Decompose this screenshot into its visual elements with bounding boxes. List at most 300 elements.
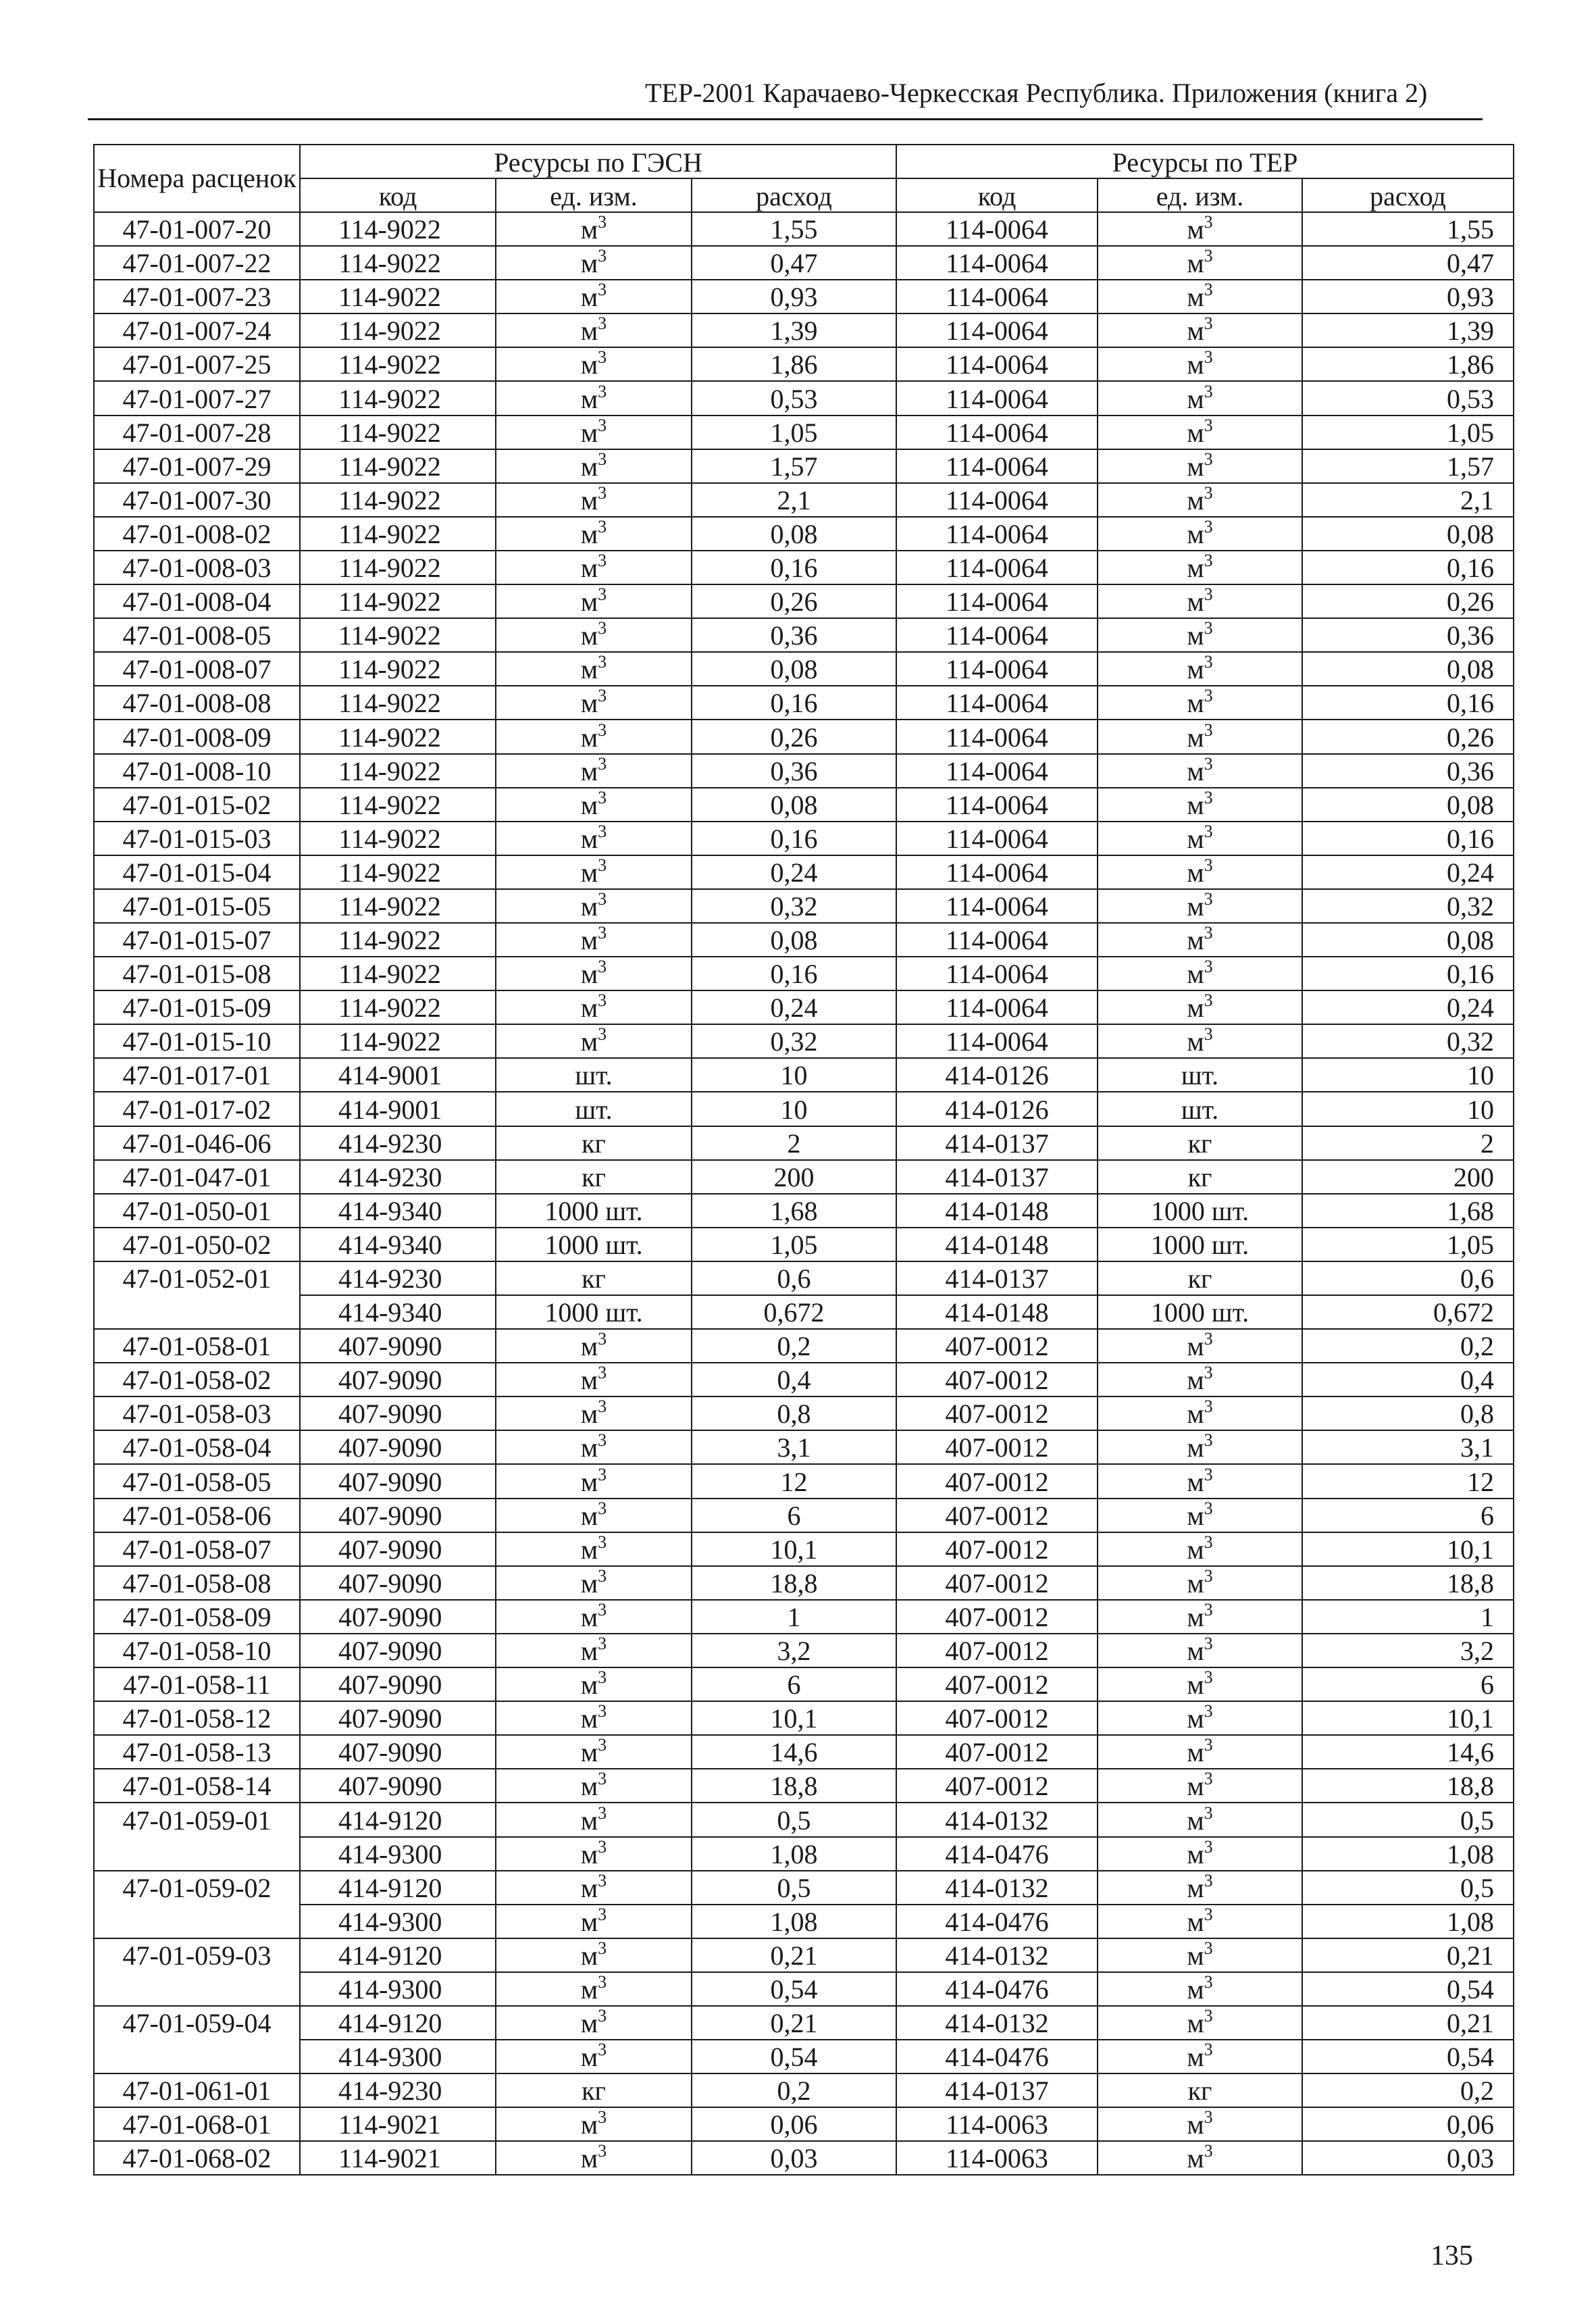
gesn-code-cell: 407-9090: [300, 1735, 496, 1769]
ter-amount-cell: 0,06: [1302, 2107, 1514, 2141]
gesn-code-cell: 414-9120: [300, 1938, 496, 1972]
ter-unit-cell: $м^3$: [1098, 754, 1302, 788]
ter-amount-cell: 1,57: [1302, 449, 1514, 483]
header-gesn-amount: расход: [692, 178, 896, 212]
table-row: [94, 1837, 1514, 1871]
ter-unit-cell: $м^3$: [1098, 313, 1302, 347]
gesn-code-cell: 414-9300: [300, 1837, 496, 1871]
gesn-code-cell: 114-9022: [300, 1024, 496, 1058]
table-row: [94, 957, 1514, 990]
gesn-unit-cell: $м^3$: [496, 280, 692, 313]
rate-number-cell: 47-01-058-14: [94, 1769, 300, 1803]
table-row: [94, 2040, 1514, 2073]
ter-code-cell: 114-0064: [896, 889, 1098, 923]
gesn-code-cell: 407-9090: [300, 1701, 496, 1735]
rate-number-cell: 47-01-015-03: [94, 822, 300, 855]
gesn-code-cell: 414-9001: [300, 1092, 496, 1126]
rate-number-cell: 47-01-058-08: [94, 1566, 300, 1600]
ter-unit-cell: $м^3$: [1098, 1363, 1302, 1397]
rate-number-cell: 47-01-058-09: [94, 1600, 300, 1634]
ter-code-cell: 114-0064: [896, 788, 1098, 822]
ter-amount-cell: 0,08: [1302, 788, 1514, 822]
ter-code-cell: 114-0064: [896, 855, 1098, 889]
ter-amount-cell: 0,03: [1302, 2141, 1514, 2175]
ter-unit-cell: $м^3$: [1098, 551, 1302, 584]
ter-unit-cell: $м^3$: [1098, 483, 1302, 517]
ter-unit-cell: $м^3$: [1098, 416, 1302, 449]
table-row: [94, 416, 1514, 449]
ter-amount-cell: 0,32: [1302, 889, 1514, 923]
ter-amount-cell: 10: [1302, 1092, 1514, 1126]
gesn-amount-cell: 1,68: [692, 1194, 896, 1228]
ter-unit-cell: $м^3$: [1098, 1464, 1302, 1498]
table-row: [94, 313, 1514, 347]
rate-number-cell: 47-01-015-02: [94, 788, 300, 822]
ter-code-cell: 114-0064: [896, 957, 1098, 990]
table-row: [94, 1194, 1514, 1228]
ter-code-cell: 407-0012: [896, 1329, 1098, 1363]
ter-amount-cell: 1,05: [1302, 416, 1514, 449]
gesn-unit-cell: $м^3$: [496, 1871, 692, 1905]
rate-number-cell: [94, 1837, 300, 1871]
ter-amount-cell: 0,53: [1302, 381, 1514, 415]
ter-code-cell: 114-0064: [896, 416, 1098, 449]
gesn-unit-cell: $м^3$: [496, 2107, 692, 2141]
table-row: [94, 889, 1514, 923]
table-row: [94, 584, 1514, 618]
gesn-amount-cell: 0,21: [692, 1938, 896, 1972]
table-row: [94, 822, 1514, 855]
ter-amount-cell: 3,2: [1302, 1634, 1514, 1667]
ter-code-cell: 414-0137: [896, 2073, 1098, 2107]
gesn-unit-cell: $м^3$: [496, 517, 692, 551]
ter-amount-cell: 0,08: [1302, 652, 1514, 686]
ter-amount-cell: 0,21: [1302, 1938, 1514, 1972]
ter-code-cell: 407-0012: [896, 1667, 1098, 1701]
ter-code-cell: 114-0064: [896, 686, 1098, 720]
table-row: [94, 1160, 1514, 1194]
ter-amount-cell: 0,16: [1302, 551, 1514, 584]
gesn-amount-cell: 10,1: [692, 1701, 896, 1735]
gesn-code-cell: 414-9001: [300, 1058, 496, 1092]
gesn-code-cell: 114-9022: [300, 990, 496, 1024]
ter-code-cell: 114-0064: [896, 551, 1098, 584]
gesn-unit-cell: $м^3$: [496, 618, 692, 652]
gesn-code-cell: 414-9340: [300, 1194, 496, 1228]
rate-number-cell: 47-01-058-11: [94, 1667, 300, 1701]
ter-code-cell: 114-0064: [896, 652, 1098, 686]
table-row: [94, 788, 1514, 822]
rate-number-cell: 47-01-058-01: [94, 1329, 300, 1363]
gesn-code-cell: 114-9022: [300, 855, 496, 889]
gesn-code-cell: 114-9021: [300, 2107, 496, 2141]
table-row: [94, 449, 1514, 483]
ter-amount-cell: 10,1: [1302, 1701, 1514, 1735]
ter-unit-cell: $м^3$: [1098, 1769, 1302, 1803]
ter-code-cell: 114-0064: [896, 280, 1098, 313]
ter-unit-cell: $м^3$: [1098, 212, 1302, 246]
gesn-amount-cell: 0,16: [692, 686, 896, 720]
rate-number-cell: 47-01-015-07: [94, 923, 300, 957]
table-row: [94, 1295, 1514, 1329]
gesn-amount-cell: 0,5: [692, 1871, 896, 1905]
gesn-code-cell: 114-9022: [300, 212, 496, 246]
gesn-unit-cell: $м^3$: [496, 923, 692, 957]
rate-number-cell: 47-01-050-01: [94, 1194, 300, 1228]
gesn-unit-cell: 1000 шт.: [496, 1228, 692, 1261]
gesn-unit-cell: 1000 шт.: [496, 1194, 692, 1228]
rate-number-cell: 47-01-007-29: [94, 449, 300, 483]
ter-code-cell: 407-0012: [896, 1397, 1098, 1430]
gesn-amount-cell: 18,8: [692, 1769, 896, 1803]
gesn-code-cell: 407-9090: [300, 1600, 496, 1634]
gesn-code-cell: 414-9300: [300, 1972, 496, 2006]
table-row: [94, 1566, 1514, 1600]
rate-number-cell: 47-01-008-09: [94, 720, 300, 753]
ter-code-cell: 414-0148: [896, 1295, 1098, 1329]
ter-code-cell: 114-0064: [896, 212, 1098, 246]
rate-number-cell: 47-01-015-08: [94, 957, 300, 990]
rate-number-cell: 47-01-015-10: [94, 1024, 300, 1058]
table-row: [94, 1938, 1514, 1972]
gesn-unit-cell: $м^3$: [496, 1938, 692, 1972]
table-row: [94, 1769, 1514, 1803]
ter-amount-cell: 0,672: [1302, 1295, 1514, 1329]
ter-code-cell: 114-0064: [896, 822, 1098, 855]
table-row: [94, 551, 1514, 584]
gesn-unit-cell: $м^3$: [496, 416, 692, 449]
ter-code-cell: 414-0476: [896, 1972, 1098, 2006]
ter-code-cell: 114-0064: [896, 584, 1098, 618]
gesn-amount-cell: 200: [692, 1160, 896, 1194]
table-row: [94, 517, 1514, 551]
table-row: [94, 212, 1514, 246]
ter-unit-cell: $м^3$: [1098, 1499, 1302, 1532]
ter-amount-cell: 0,32: [1302, 1024, 1514, 1058]
ter-unit-cell: $м^3$: [1098, 822, 1302, 855]
page-header-title: ТЕР-2001 Карачаево-Черкесская Республика. Приложения (книга 2): [645, 78, 1428, 108]
ter-code-cell: 114-0064: [896, 990, 1098, 1024]
gesn-code-cell: 114-9022: [300, 822, 496, 855]
table-row: [94, 1905, 1514, 1938]
ter-unit-cell: $м^3$: [1098, 1024, 1302, 1058]
ter-unit-cell: $м^3$: [1098, 720, 1302, 753]
gesn-amount-cell: 0,5: [692, 1803, 896, 1836]
ter-amount-cell: 0,47: [1302, 246, 1514, 280]
rate-number-cell: 47-01-017-01: [94, 1058, 300, 1092]
gesn-unit-cell: $м^3$: [496, 720, 692, 753]
header-gesn-resources: Ресурсы по ГЭСН: [300, 145, 896, 178]
ter-amount-cell: 2: [1302, 1126, 1514, 1160]
ter-amount-cell: 10,1: [1302, 1532, 1514, 1566]
ter-code-cell: 407-0012: [896, 1634, 1098, 1667]
gesn-code-cell: 414-9230: [300, 1261, 496, 1295]
ter-unit-cell: $м^3$: [1098, 788, 1302, 822]
rate-number-cell: 47-01-008-03: [94, 551, 300, 584]
gesn-code-cell: 414-9340: [300, 1228, 496, 1261]
gesn-code-cell: 114-9022: [300, 517, 496, 551]
gesn-amount-cell: 0,47: [692, 246, 896, 280]
gesn-code-cell: 407-9090: [300, 1464, 496, 1498]
ter-amount-cell: 1,05: [1302, 1228, 1514, 1261]
gesn-code-cell: 414-9230: [300, 1160, 496, 1194]
ter-amount-cell: 0,5: [1302, 1871, 1514, 1905]
gesn-code-cell: 114-9022: [300, 347, 496, 381]
rate-number-cell: 47-01-058-06: [94, 1499, 300, 1532]
gesn-unit-cell: $м^3$: [496, 788, 692, 822]
gesn-code-cell: 114-9022: [300, 416, 496, 449]
ter-amount-cell: 0,2: [1302, 2073, 1514, 2107]
gesn-code-cell: 407-9090: [300, 1667, 496, 1701]
ter-unit-cell: $м^3$: [1098, 1566, 1302, 1600]
gesn-amount-cell: 1: [692, 1600, 896, 1634]
ter-unit-cell: $м^3$: [1098, 1397, 1302, 1430]
gesn-unit-cell: $м^3$: [496, 1464, 692, 1498]
gesn-unit-cell: $м^3$: [496, 754, 692, 788]
gesn-code-cell: 407-9090: [300, 1634, 496, 1667]
gesn-unit-cell: $м^3$: [496, 551, 692, 584]
rate-number-cell: [94, 1905, 300, 1938]
gesn-code-cell: 407-9090: [300, 1499, 496, 1532]
rate-number-cell: 47-01-058-10: [94, 1634, 300, 1667]
rate-number-cell: 47-01-008-07: [94, 652, 300, 686]
gesn-unit-cell: $м^3$: [496, 889, 692, 923]
ter-code-cell: 414-0476: [896, 1905, 1098, 1938]
gesn-code-cell: 114-9022: [300, 754, 496, 788]
gesn-code-cell: 414-9120: [300, 1803, 496, 1836]
table-row: [94, 280, 1514, 313]
gesn-unit-cell: $м^3$: [496, 1329, 692, 1363]
header-divider: [88, 118, 1483, 120]
gesn-amount-cell: 2,1: [692, 483, 896, 517]
gesn-code-cell: 114-9022: [300, 483, 496, 517]
ter-unit-cell: $м^3$: [1098, 2141, 1302, 2175]
gesn-amount-cell: 0,672: [692, 1295, 896, 1329]
gesn-amount-cell: 3,2: [692, 1634, 896, 1667]
header-rate-numbers: Номера расценок: [94, 145, 300, 212]
ter-code-cell: 414-0148: [896, 1228, 1098, 1261]
gesn-amount-cell: 0,16: [692, 957, 896, 990]
ter-unit-cell: $м^3$: [1098, 990, 1302, 1024]
table-row: [94, 1024, 1514, 1058]
ter-unit-cell: $м^3$: [1098, 1634, 1302, 1667]
gesn-code-cell: 114-9022: [300, 923, 496, 957]
gesn-unit-cell: $м^3$: [496, 2006, 692, 2040]
ter-code-cell: 407-0012: [896, 1769, 1098, 1803]
ter-amount-cell: 6: [1302, 1667, 1514, 1701]
gesn-unit-cell: $м^3$: [496, 381, 692, 415]
gesn-amount-cell: 0,2: [692, 2073, 896, 2107]
gesn-unit-cell: шт.: [496, 1058, 692, 1092]
table-row: [94, 1363, 1514, 1397]
rate-number-cell: 47-01-058-12: [94, 1701, 300, 1735]
ter-code-cell: 407-0012: [896, 1532, 1098, 1566]
ter-amount-cell: 200: [1302, 1160, 1514, 1194]
ter-unit-cell: $м^3$: [1098, 1532, 1302, 1566]
ter-unit-cell: $м^3$: [1098, 1837, 1302, 1871]
ter-unit-cell: кг: [1098, 1126, 1302, 1160]
rate-number-cell: 47-01-007-22: [94, 246, 300, 280]
ter-code-cell: 407-0012: [896, 1566, 1098, 1600]
ter-unit-cell: $м^3$: [1098, 517, 1302, 551]
rate-number-cell: 47-01-059-02: [94, 1871, 300, 1905]
gesn-amount-cell: 1,86: [692, 347, 896, 381]
gesn-code-cell: 114-9022: [300, 788, 496, 822]
gesn-unit-cell: $м^3$: [496, 1024, 692, 1058]
table-row: [94, 990, 1514, 1024]
gesn-unit-cell: $м^3$: [496, 1566, 692, 1600]
ter-amount-cell: 0,8: [1302, 1397, 1514, 1430]
ter-amount-cell: 0,93: [1302, 280, 1514, 313]
gesn-code-cell: 414-9300: [300, 1905, 496, 1938]
gesn-code-cell: 414-9340: [300, 1295, 496, 1329]
ter-code-cell: 414-0132: [896, 1938, 1098, 1972]
ter-code-cell: 414-0476: [896, 1837, 1098, 1871]
gesn-amount-cell: 1,08: [692, 1837, 896, 1871]
gesn-amount-cell: 12: [692, 1464, 896, 1498]
ter-amount-cell: 0,16: [1302, 686, 1514, 720]
gesn-amount-cell: 10,1: [692, 1532, 896, 1566]
rate-number-cell: 47-01-058-03: [94, 1397, 300, 1430]
ter-amount-cell: 0,08: [1302, 517, 1514, 551]
table-row: [94, 1532, 1514, 1566]
gesn-unit-cell: $м^3$: [496, 1667, 692, 1701]
rate-number-cell: 47-01-007-30: [94, 483, 300, 517]
table-row: [94, 1430, 1514, 1464]
gesn-unit-cell: $м^3$: [496, 1430, 692, 1464]
gesn-code-cell: 114-9022: [300, 720, 496, 753]
table-row: [94, 1261, 1514, 1295]
rate-number-cell: 47-01-068-01: [94, 2107, 300, 2141]
ter-unit-cell: $м^3$: [1098, 686, 1302, 720]
table-row: [94, 1871, 1514, 1905]
table-row: [94, 1092, 1514, 1126]
rate-number-cell: 47-01-015-09: [94, 990, 300, 1024]
gesn-code-cell: 407-9090: [300, 1329, 496, 1363]
gesn-amount-cell: 10: [692, 1092, 896, 1126]
gesn-code-cell: 114-9021: [300, 2141, 496, 2175]
ter-unit-cell: шт.: [1098, 1092, 1302, 1126]
ter-amount-cell: 0,16: [1302, 822, 1514, 855]
gesn-code-cell: 114-9022: [300, 652, 496, 686]
ter-unit-cell: $м^3$: [1098, 381, 1302, 415]
gesn-amount-cell: 0,6: [692, 1261, 896, 1295]
ter-unit-cell: кг: [1098, 1160, 1302, 1194]
gesn-code-cell: 114-9022: [300, 889, 496, 923]
ter-code-cell: 414-0148: [896, 1194, 1098, 1228]
ter-unit-cell: $м^3$: [1098, 1430, 1302, 1464]
gesn-unit-cell: $м^3$: [496, 822, 692, 855]
gesn-unit-cell: $м^3$: [496, 212, 692, 246]
table-header-row-columns: [94, 178, 1514, 212]
ter-unit-cell: $м^3$: [1098, 1329, 1302, 1363]
gesn-amount-cell: 0,2: [692, 1329, 896, 1363]
ter-unit-cell: шт.: [1098, 1058, 1302, 1092]
gesn-unit-cell: $м^3$: [496, 2141, 692, 2175]
gesn-amount-cell: 0,24: [692, 855, 896, 889]
ter-unit-cell: $м^3$: [1098, 889, 1302, 923]
header-ter-amount: расход: [1302, 178, 1514, 212]
gesn-unit-cell: $м^3$: [496, 2040, 692, 2073]
gesn-unit-cell: $м^3$: [496, 1499, 692, 1532]
table-row: [94, 381, 1514, 415]
gesn-amount-cell: 1,05: [692, 1228, 896, 1261]
rate-number-cell: 47-01-050-02: [94, 1228, 300, 1261]
rate-number-cell: 47-01-059-01: [94, 1803, 300, 1836]
gesn-unit-cell: $м^3$: [496, 652, 692, 686]
header-ter-code: код: [896, 178, 1098, 212]
table-row: [94, 1972, 1514, 2006]
rate-number-cell: 47-01-059-04: [94, 2006, 300, 2040]
gesn-amount-cell: 0,08: [692, 923, 896, 957]
gesn-unit-cell: $м^3$: [496, 1397, 692, 1430]
ter-amount-cell: 0,21: [1302, 2006, 1514, 2040]
table-row: [94, 618, 1514, 652]
table-row: [94, 2107, 1514, 2141]
ter-code-cell: 414-0137: [896, 1261, 1098, 1295]
gesn-unit-cell: $м^3$: [496, 1600, 692, 1634]
ter-amount-cell: 6: [1302, 1499, 1514, 1532]
gesn-unit-cell: $м^3$: [496, 1363, 692, 1397]
gesn-code-cell: 114-9022: [300, 584, 496, 618]
ter-unit-cell: $м^3$: [1098, 2040, 1302, 2073]
rate-number-cell: [94, 2040, 300, 2073]
gesn-unit-cell: $м^3$: [496, 1735, 692, 1769]
gesn-code-cell: 414-9120: [300, 1871, 496, 1905]
table-row: [94, 1600, 1514, 1634]
gesn-code-cell: 414-9300: [300, 2040, 496, 2073]
rate-number-cell: 47-01-058-13: [94, 1735, 300, 1769]
ter-unit-cell: $м^3$: [1098, 1667, 1302, 1701]
ter-code-cell: 414-0137: [896, 1126, 1098, 1160]
table-row: [94, 1803, 1514, 1836]
ter-unit-cell: $м^3$: [1098, 347, 1302, 381]
gesn-unit-cell: $м^3$: [496, 1972, 692, 2006]
gesn-amount-cell: 0,54: [692, 1972, 896, 2006]
gesn-amount-cell: 0,32: [692, 889, 896, 923]
ter-code-cell: 414-0476: [896, 2040, 1098, 2073]
gesn-code-cell: 407-9090: [300, 1769, 496, 1803]
gesn-unit-cell: $м^3$: [496, 347, 692, 381]
ter-amount-cell: 10: [1302, 1058, 1514, 1092]
ter-unit-cell: $м^3$: [1098, 923, 1302, 957]
ter-code-cell: 114-0064: [896, 313, 1098, 347]
table-row: [94, 1701, 1514, 1735]
gesn-unit-cell: кг: [496, 1160, 692, 1194]
ter-code-cell: 114-0063: [896, 2141, 1098, 2175]
ter-amount-cell: 12: [1302, 1464, 1514, 1498]
rate-number-cell: 47-01-007-25: [94, 347, 300, 381]
gesn-unit-cell: $м^3$: [496, 449, 692, 483]
rate-number-cell: [94, 1972, 300, 2006]
gesn-unit-cell: $м^3$: [496, 313, 692, 347]
ter-unit-cell: $м^3$: [1098, 1972, 1302, 2006]
ter-unit-cell: $м^3$: [1098, 652, 1302, 686]
table-row: [94, 720, 1514, 753]
gesn-amount-cell: 0,36: [692, 754, 896, 788]
ter-unit-cell: $м^3$: [1098, 280, 1302, 313]
table-header-row-groups: [94, 145, 1514, 178]
gesn-code-cell: 114-9022: [300, 618, 496, 652]
ter-amount-cell: 14,6: [1302, 1735, 1514, 1769]
gesn-code-cell: 407-9090: [300, 1363, 496, 1397]
rate-number-cell: 47-01-015-05: [94, 889, 300, 923]
table-row: [94, 1499, 1514, 1532]
ter-unit-cell: кг: [1098, 1261, 1302, 1295]
rate-number-cell: 47-01-068-02: [94, 2141, 300, 2175]
ter-amount-cell: 0,2: [1302, 1329, 1514, 1363]
ter-amount-cell: 0,5: [1302, 1803, 1514, 1836]
